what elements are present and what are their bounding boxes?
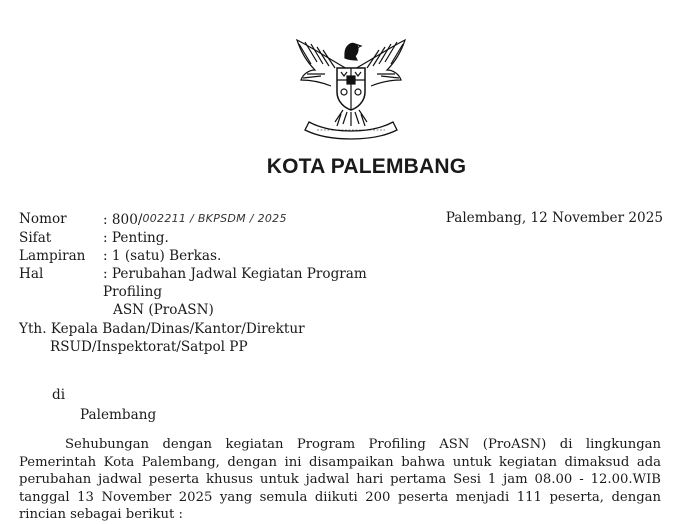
place-date: Palembang, 12 November 2025	[445, 210, 663, 226]
recipient-line2: RSUD/Inspektorat/Satpol PP	[50, 339, 248, 355]
lampiran-label: Lampiran	[19, 248, 86, 264]
corner-mark	[671, 0, 675, 10]
letter-meta	[19, 210, 423, 319]
hal-value-line2: ASN (ProASN)	[113, 302, 214, 318]
nomor-row	[19, 210, 423, 229]
body-paragraph: Sehubungan dengan kegiatan Program Profiling ASN (ProASN) di lingkungan Pemerintah Kota Palembang, dengan ini disampaikan bahwa untuk kegiatan dimaksud ada perubahan jadwal peserta khusus untuk jadwal hari pertama Sesi 1 jam 08.00 - 12.00.WIB tanggal 13 November 2025 yang semula diikuti 200 peserta menjadi 111 peserta, dengan rincian sebagai berikut :	[19, 437, 661, 523]
letterhead-title: KOTA PALEMBANG	[266, 155, 467, 178]
hal-value-line1: : Perubahan Jadwal Kegiatan Program Profiling	[103, 266, 367, 300]
nomor-value	[103, 210, 423, 229]
lampiran-row	[19, 247, 423, 265]
garuda-emblem	[291, 30, 411, 142]
sifat-label: Sifat	[19, 230, 52, 246]
hal-value	[103, 265, 423, 319]
lampiran-value: : 1 (satu) Berkas.	[103, 248, 222, 264]
nomor-label: Nomor	[19, 211, 67, 227]
hal-row	[19, 265, 423, 319]
nomor-prefix: : 800/	[103, 212, 143, 228]
recipient-block	[19, 320, 305, 356]
sifat-row	[19, 229, 423, 247]
recipient-location	[52, 386, 156, 424]
di-label: di	[52, 387, 66, 403]
sifat-value: : Penting.	[103, 230, 169, 246]
nomor-handwritten: 002211 / BKPSDM / 2025	[142, 212, 287, 225]
recipient-line1: Yth. Kepala Badan/Dinas/Kantor/Direktur	[19, 321, 305, 337]
recipient-city: Palembang	[80, 407, 157, 423]
hal-label: Hal	[19, 266, 44, 282]
